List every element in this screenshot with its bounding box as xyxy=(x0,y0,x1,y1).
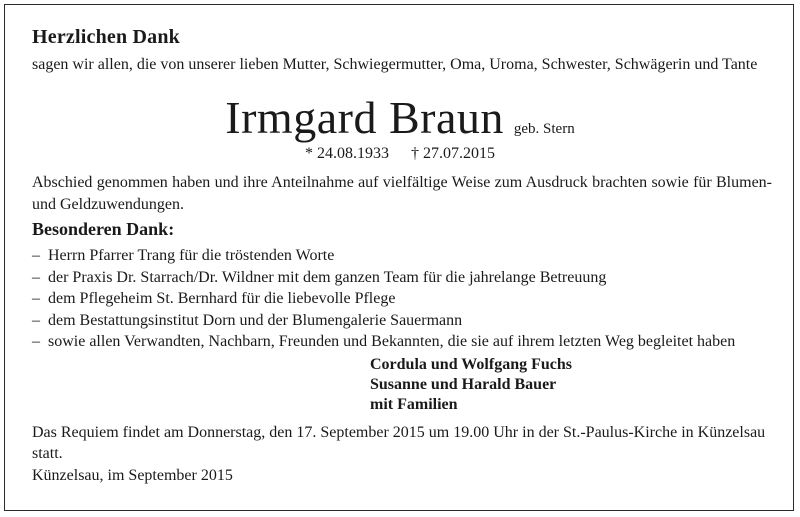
list-item: – dem Bestattungsinstitut Dorn und der Blumengalerie Sauermann xyxy=(32,310,772,332)
list-item: – Herrn Pfarrer Trang für die tröstenden Worte xyxy=(32,245,772,267)
thanks-text: Abschied genommen haben und ihre Anteilnahme auf vielfältige Weise zum Ausdruck brachten sowie für Blumen- und Geldzuwendungen. xyxy=(32,174,772,213)
list-item: – dem Pflegeheim St. Bernhard für die liebevolle Pflege xyxy=(32,288,772,310)
signers xyxy=(370,355,572,415)
intro-text: sagen wir allen, die von unserer lieben Mutter, Schwiegermutter, Oma, Uroma, Schwester, Schwägerin und Tante xyxy=(32,56,758,73)
requiem-notice: Das Requiem findet am Donnerstag, den 17. September 2015 um 19.00 Uhr in der St.-Paulus-Kirche in Künzelsau statt. xyxy=(32,424,766,462)
special-thanks-list xyxy=(32,245,772,353)
list-item: – sowie allen Verwandten, Nachbarn, Freunden und Bekannten, die sie auf ihrem letzten Weg begleitet haben xyxy=(32,331,772,353)
special-thanks-heading: Besonderen Dank: xyxy=(32,219,175,239)
deceased-name-line xyxy=(0,92,800,144)
place-date: Künzelsau, im September 2015 xyxy=(32,467,233,484)
death-date: † 27.07.2015 xyxy=(411,145,495,162)
signer-line: Cordula und Wolfgang Fuchs xyxy=(370,356,572,373)
birth-date: * 24.08.1933 xyxy=(305,145,389,162)
deceased-name: Irmgard Braun xyxy=(225,92,504,143)
signer-line: Susanne und Harald Bauer xyxy=(370,376,557,393)
heading: Herzlichen Dank xyxy=(32,26,180,48)
signer-line: mit Familien xyxy=(370,396,458,413)
list-item: – der Praxis Dr. Starrach/Dr. Wildner mit dem ganzen Team für die jahrelange Betreuung xyxy=(32,267,772,289)
maiden-name: geb. Stern xyxy=(513,121,575,137)
life-dates xyxy=(0,145,800,163)
